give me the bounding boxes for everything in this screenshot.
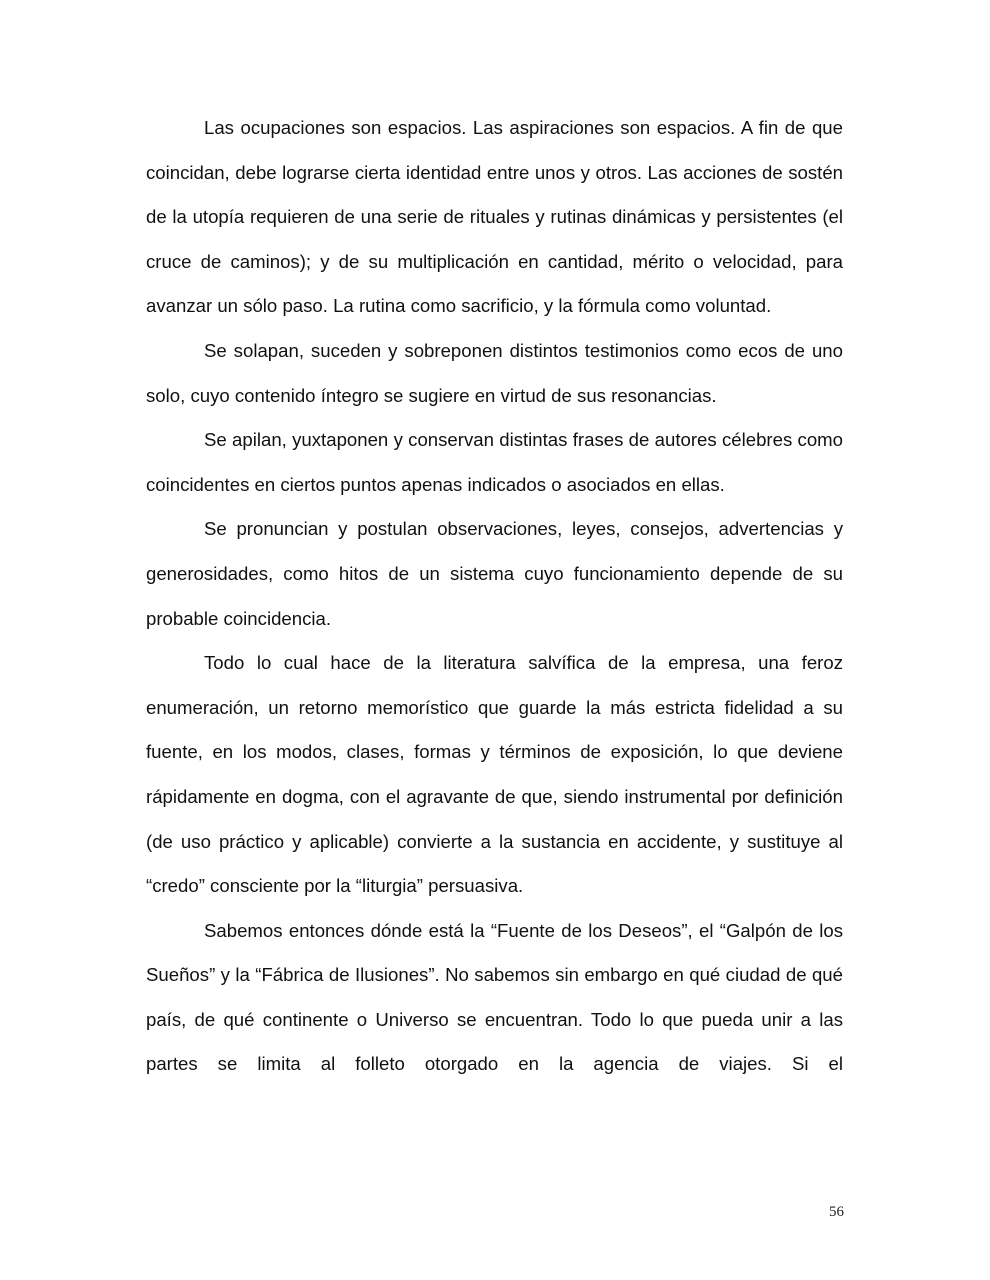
paragraph-continued: Sabemos entonces dónde está la “Fuente de los Deseos”, el “Galpón de los Sueños” y la “Fábrica de Ilusiones”. No sabemos sin embargo en qué ciudad de qué país, de qué continente o Universo se encuentran. Todo lo que pueda unir a las partes se limita al folleto otorgado en la agencia de viajes. Si el <box>146 919 843 1075</box>
paragraph: Las ocupaciones son espacios. Las aspiraciones son espacios. A fin de que coincidan, debe lograrse cierta identidad entre unos y otros. Las acciones de sostén de la utopía requieren de una serie de rituales y rutinas dinámicas y persistentes (el cruce de caminos); y de su multiplicación en cantidad, mérito o velocidad, para avanzar un sólo paso. La rutina como sacrificio, y la fórmula como voluntad. <box>146 117 843 317</box>
paragraph: Todo lo cual hace de la literatura salvífica de la empresa, una feroz enumeración, un retorno memorístico que guarde la más estricta fidelidad a su fuente, en los modos, clases, formas y términos de exposición, lo que deviene rápidamente en dogma, con el agravante de que, siendo instrumental por definición (de uso práctico y aplicable) convierte a la sustancia en accidente, y sustituye al “credo” consciente por la “liturgia” persuasiva. <box>146 652 843 897</box>
paragraph: Se solapan, suceden y sobreponen distintos testimonios como ecos de uno solo, cuyo contenido íntegro se sugiere en virtud de sus resonancias. <box>146 339 843 406</box>
paragraph: Se pronuncian y postulan observaciones, leyes, consejos, advertencias y generosidades, como hitos de un sistema cuyo funcionamiento depende de su probable coincidencia. <box>146 518 843 629</box>
body-text <box>146 106 843 1087</box>
page-number: 56 <box>829 1204 844 1220</box>
paragraph: Se apilan, yuxtaponen y conservan distintas frases de autores célebres como coincidentes en ciertos puntos apenas indicados o asociados en ellas. <box>146 429 843 495</box>
